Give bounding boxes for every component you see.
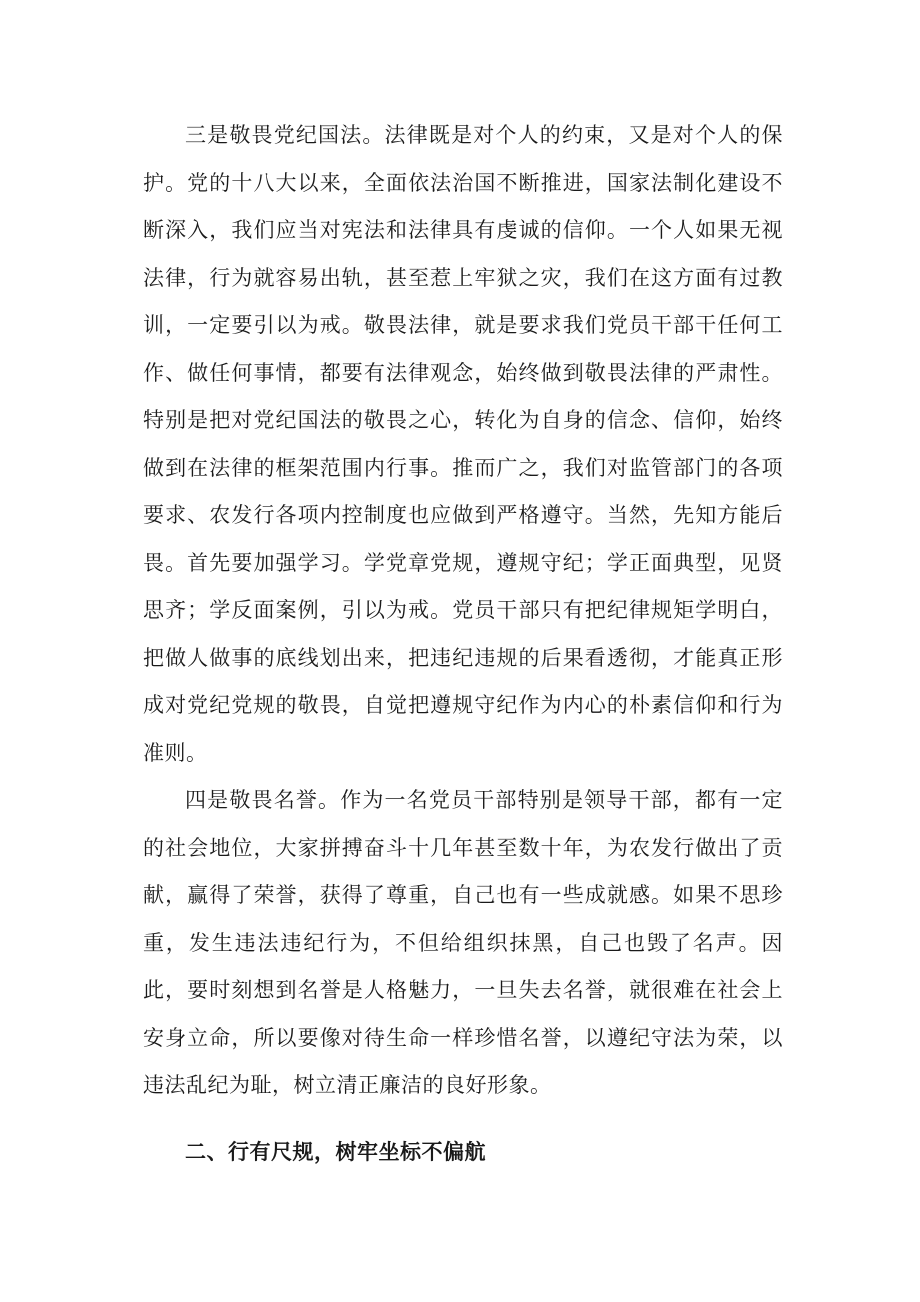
section-heading: 二、行有尺规，树牢坐标不偏航	[185, 1138, 486, 1164]
document-body	[143, 112, 783, 1175]
paragraph-respect-reputation: 四是敬畏名誉。作为一名党员干部特别是领导干部，都有一定的社会地位，大家拼搏奋斗十几年甚至数十年，为农发行做出了贡献，赢得了荣誉，获得了尊重，自己也有一些成就感。如果不思珍重，发生违法违纪行为，不但给组织抹黑，自己也毁了名声。因此，要时刻想到名誉是人格魅力，一旦失去名誉，就很难在社会上安身立命，所以要像对待生命一样珍惜名誉，以遵纪守法为荣，以违法乱纪为耻，树立清正廉洁的良好形象。	[143, 788, 783, 1097]
paragraph-respect-law: 三是敬畏党纪国法。法律既是对个人的约束，又是对个人的保护。党的十八大以来，全面依法治国不断推进，国家法制化建设不断深入，我们应当对宪法和法律具有虔诚的信仰。一个人如果无视法律，行为就容易出轨，甚至惹上牢狱之灾，我们在这方面有过教训，一定要引以为戒。敬畏法律，就是要求我们党员干部干任何工作、做任何事情，都要有法律观念，始终做到敬畏法律的严肃性。特别是把对党纪国法的敬畏之心，转化为自身的信念、信仰，始终做到在法律的框架范围内行事。推而广之，我们对监管部门的各项要求、农发行各项内控制度也应做到严格遵守。当然，先知方能后畏。首先要加强学习。学党章党规，遵规守纪；学正面典型，见贤思齐；学反面案例，引以为戒。党员干部只有把纪律规矩学明白，把做人做事的底线划出来，把违纪违规的后果看透彻，才能真正形成对党纪党规的敬畏，自觉把遵规守纪作为内心的朴素信仰和行为准则。	[143, 123, 783, 765]
